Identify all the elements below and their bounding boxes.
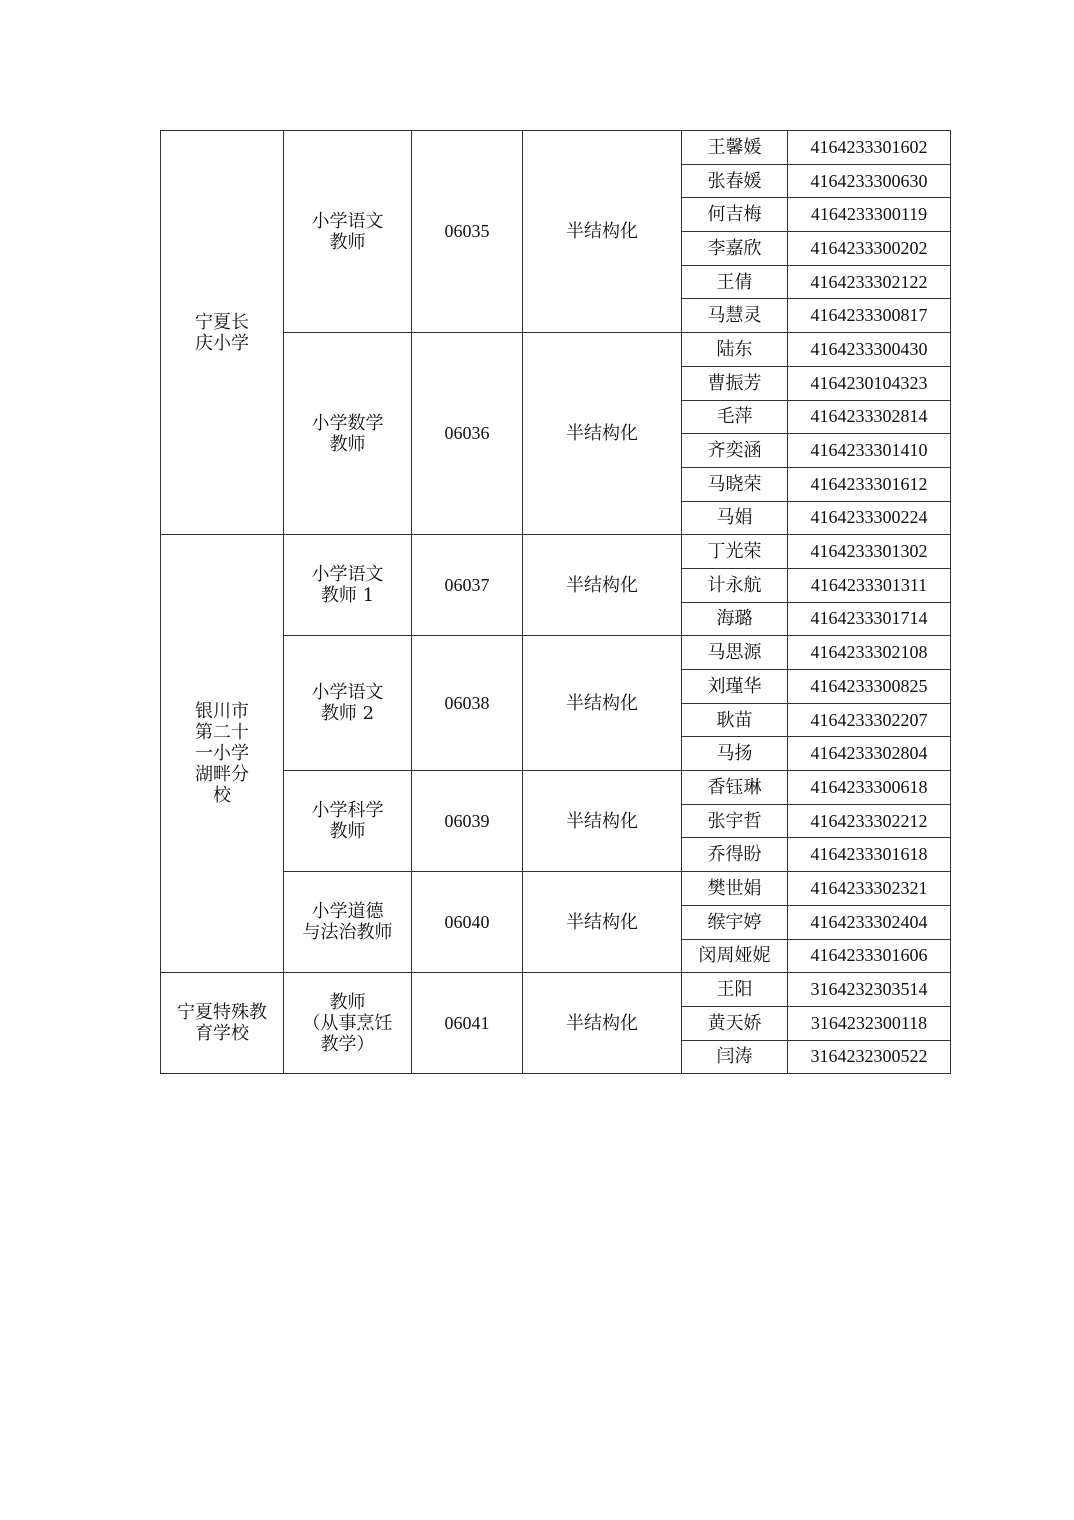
candidate-name-cell: 樊世娟 bbox=[682, 872, 788, 906]
position-title-cell: 小学道德 与法治教师 bbox=[284, 872, 412, 973]
candidate-name-cell: 陆东 bbox=[682, 333, 788, 367]
candidate-id-cell: 4164233301612 bbox=[788, 467, 951, 501]
candidate-id-cell: 3164232303514 bbox=[788, 973, 951, 1007]
table-body bbox=[161, 131, 951, 1074]
candidate-id-cell: 4164233302321 bbox=[788, 872, 951, 906]
position-title-cell: 小学数学 教师 bbox=[284, 333, 412, 535]
candidate-id-cell: 4164233300630 bbox=[788, 164, 951, 198]
candidate-name-cell: 王倩 bbox=[682, 265, 788, 299]
candidate-id-cell: 4164233301618 bbox=[788, 838, 951, 872]
candidate-id-cell: 4164233300430 bbox=[788, 333, 951, 367]
position-code-cell: 06038 bbox=[412, 636, 523, 771]
candidate-id-cell: 4164233302804 bbox=[788, 737, 951, 771]
table-row bbox=[161, 131, 951, 165]
candidate-name-cell: 闵周娅妮 bbox=[682, 939, 788, 973]
position-title-cell: 小学语文 教师 1 bbox=[284, 535, 412, 636]
interview-method-cell: 半结构化 bbox=[523, 973, 682, 1074]
position-title-cell: 小学语文 教师 bbox=[284, 131, 412, 333]
candidate-id-cell: 4164233302108 bbox=[788, 636, 951, 670]
candidate-id-cell: 4164233302814 bbox=[788, 400, 951, 434]
candidate-name-cell: 张春媛 bbox=[682, 164, 788, 198]
candidate-name-cell: 李嘉欣 bbox=[682, 232, 788, 266]
candidate-id-cell: 4164233301302 bbox=[788, 535, 951, 569]
position-title-cell: 小学语文 教师 2 bbox=[284, 636, 412, 771]
school-name-cell: 银川市 第二十 一小学 湖畔分 校 bbox=[161, 535, 284, 973]
table-row bbox=[161, 535, 951, 569]
candidate-id-cell: 4164233301311 bbox=[788, 568, 951, 602]
candidate-name-cell: 缑宇婷 bbox=[682, 905, 788, 939]
interview-method-cell: 半结构化 bbox=[523, 636, 682, 771]
candidate-name-cell: 张宇哲 bbox=[682, 804, 788, 838]
candidate-id-cell: 4164233301410 bbox=[788, 434, 951, 468]
candidate-name-cell: 丁光荣 bbox=[682, 535, 788, 569]
position-code-cell: 06035 bbox=[412, 131, 523, 333]
school-name-cell: 宁夏长 庆小学 bbox=[161, 131, 284, 535]
candidate-name-cell: 闫涛 bbox=[682, 1040, 788, 1074]
candidate-id-cell: 3164232300118 bbox=[788, 1006, 951, 1040]
position-title-cell: 小学科学 教师 bbox=[284, 771, 412, 872]
candidate-name-cell: 香钰琳 bbox=[682, 771, 788, 805]
candidate-id-cell: 4164233300119 bbox=[788, 198, 951, 232]
candidate-table bbox=[160, 130, 951, 1074]
candidate-name-cell: 王馨媛 bbox=[682, 131, 788, 165]
candidate-id-cell: 4164233302207 bbox=[788, 703, 951, 737]
candidate-id-cell: 4164233302122 bbox=[788, 265, 951, 299]
candidate-id-cell: 4164233301714 bbox=[788, 602, 951, 636]
school-name-cell: 宁夏特殊教 育学校 bbox=[161, 973, 284, 1074]
candidate-name-cell: 王阳 bbox=[682, 973, 788, 1007]
interview-method-cell: 半结构化 bbox=[523, 771, 682, 872]
candidate-name-cell: 马慧灵 bbox=[682, 299, 788, 333]
candidate-name-cell: 耿苗 bbox=[682, 703, 788, 737]
candidate-id-cell: 4164230104323 bbox=[788, 366, 951, 400]
candidate-id-cell: 4164233301606 bbox=[788, 939, 951, 973]
candidate-name-cell: 毛萍 bbox=[682, 400, 788, 434]
candidate-name-cell: 计永航 bbox=[682, 568, 788, 602]
candidate-id-cell: 4164233300825 bbox=[788, 670, 951, 704]
candidate-id-cell: 4164233300618 bbox=[788, 771, 951, 805]
candidate-name-cell: 曹振芳 bbox=[682, 366, 788, 400]
interview-method-cell: 半结构化 bbox=[523, 333, 682, 535]
position-code-cell: 06037 bbox=[412, 535, 523, 636]
candidate-name-cell: 黄天娇 bbox=[682, 1006, 788, 1040]
candidate-id-cell: 4164233300202 bbox=[788, 232, 951, 266]
position-code-cell: 06039 bbox=[412, 771, 523, 872]
candidate-id-cell: 4164233300817 bbox=[788, 299, 951, 333]
table-row bbox=[161, 973, 951, 1007]
position-code-cell: 06040 bbox=[412, 872, 523, 973]
candidate-name-cell: 马晓荣 bbox=[682, 467, 788, 501]
candidate-id-cell: 4164233302212 bbox=[788, 804, 951, 838]
candidate-id-cell: 3164232300522 bbox=[788, 1040, 951, 1074]
interview-method-cell: 半结构化 bbox=[523, 872, 682, 973]
candidate-id-cell: 4164233302404 bbox=[788, 905, 951, 939]
candidate-name-cell: 马思源 bbox=[682, 636, 788, 670]
candidate-name-cell: 乔得盼 bbox=[682, 838, 788, 872]
position-code-cell: 06041 bbox=[412, 973, 523, 1074]
candidate-name-cell: 马娟 bbox=[682, 501, 788, 535]
interview-method-cell: 半结构化 bbox=[523, 131, 682, 333]
candidate-name-cell: 何吉梅 bbox=[682, 198, 788, 232]
candidate-id-cell: 4164233300224 bbox=[788, 501, 951, 535]
candidate-id-cell: 4164233301602 bbox=[788, 131, 951, 165]
candidate-name-cell: 刘瑾华 bbox=[682, 670, 788, 704]
candidate-name-cell: 马扬 bbox=[682, 737, 788, 771]
candidate-name-cell: 齐奕涵 bbox=[682, 434, 788, 468]
position-code-cell: 06036 bbox=[412, 333, 523, 535]
interview-method-cell: 半结构化 bbox=[523, 535, 682, 636]
candidate-name-cell: 海璐 bbox=[682, 602, 788, 636]
position-title-cell: 教师 （从事烹饪 教学） bbox=[284, 973, 412, 1074]
